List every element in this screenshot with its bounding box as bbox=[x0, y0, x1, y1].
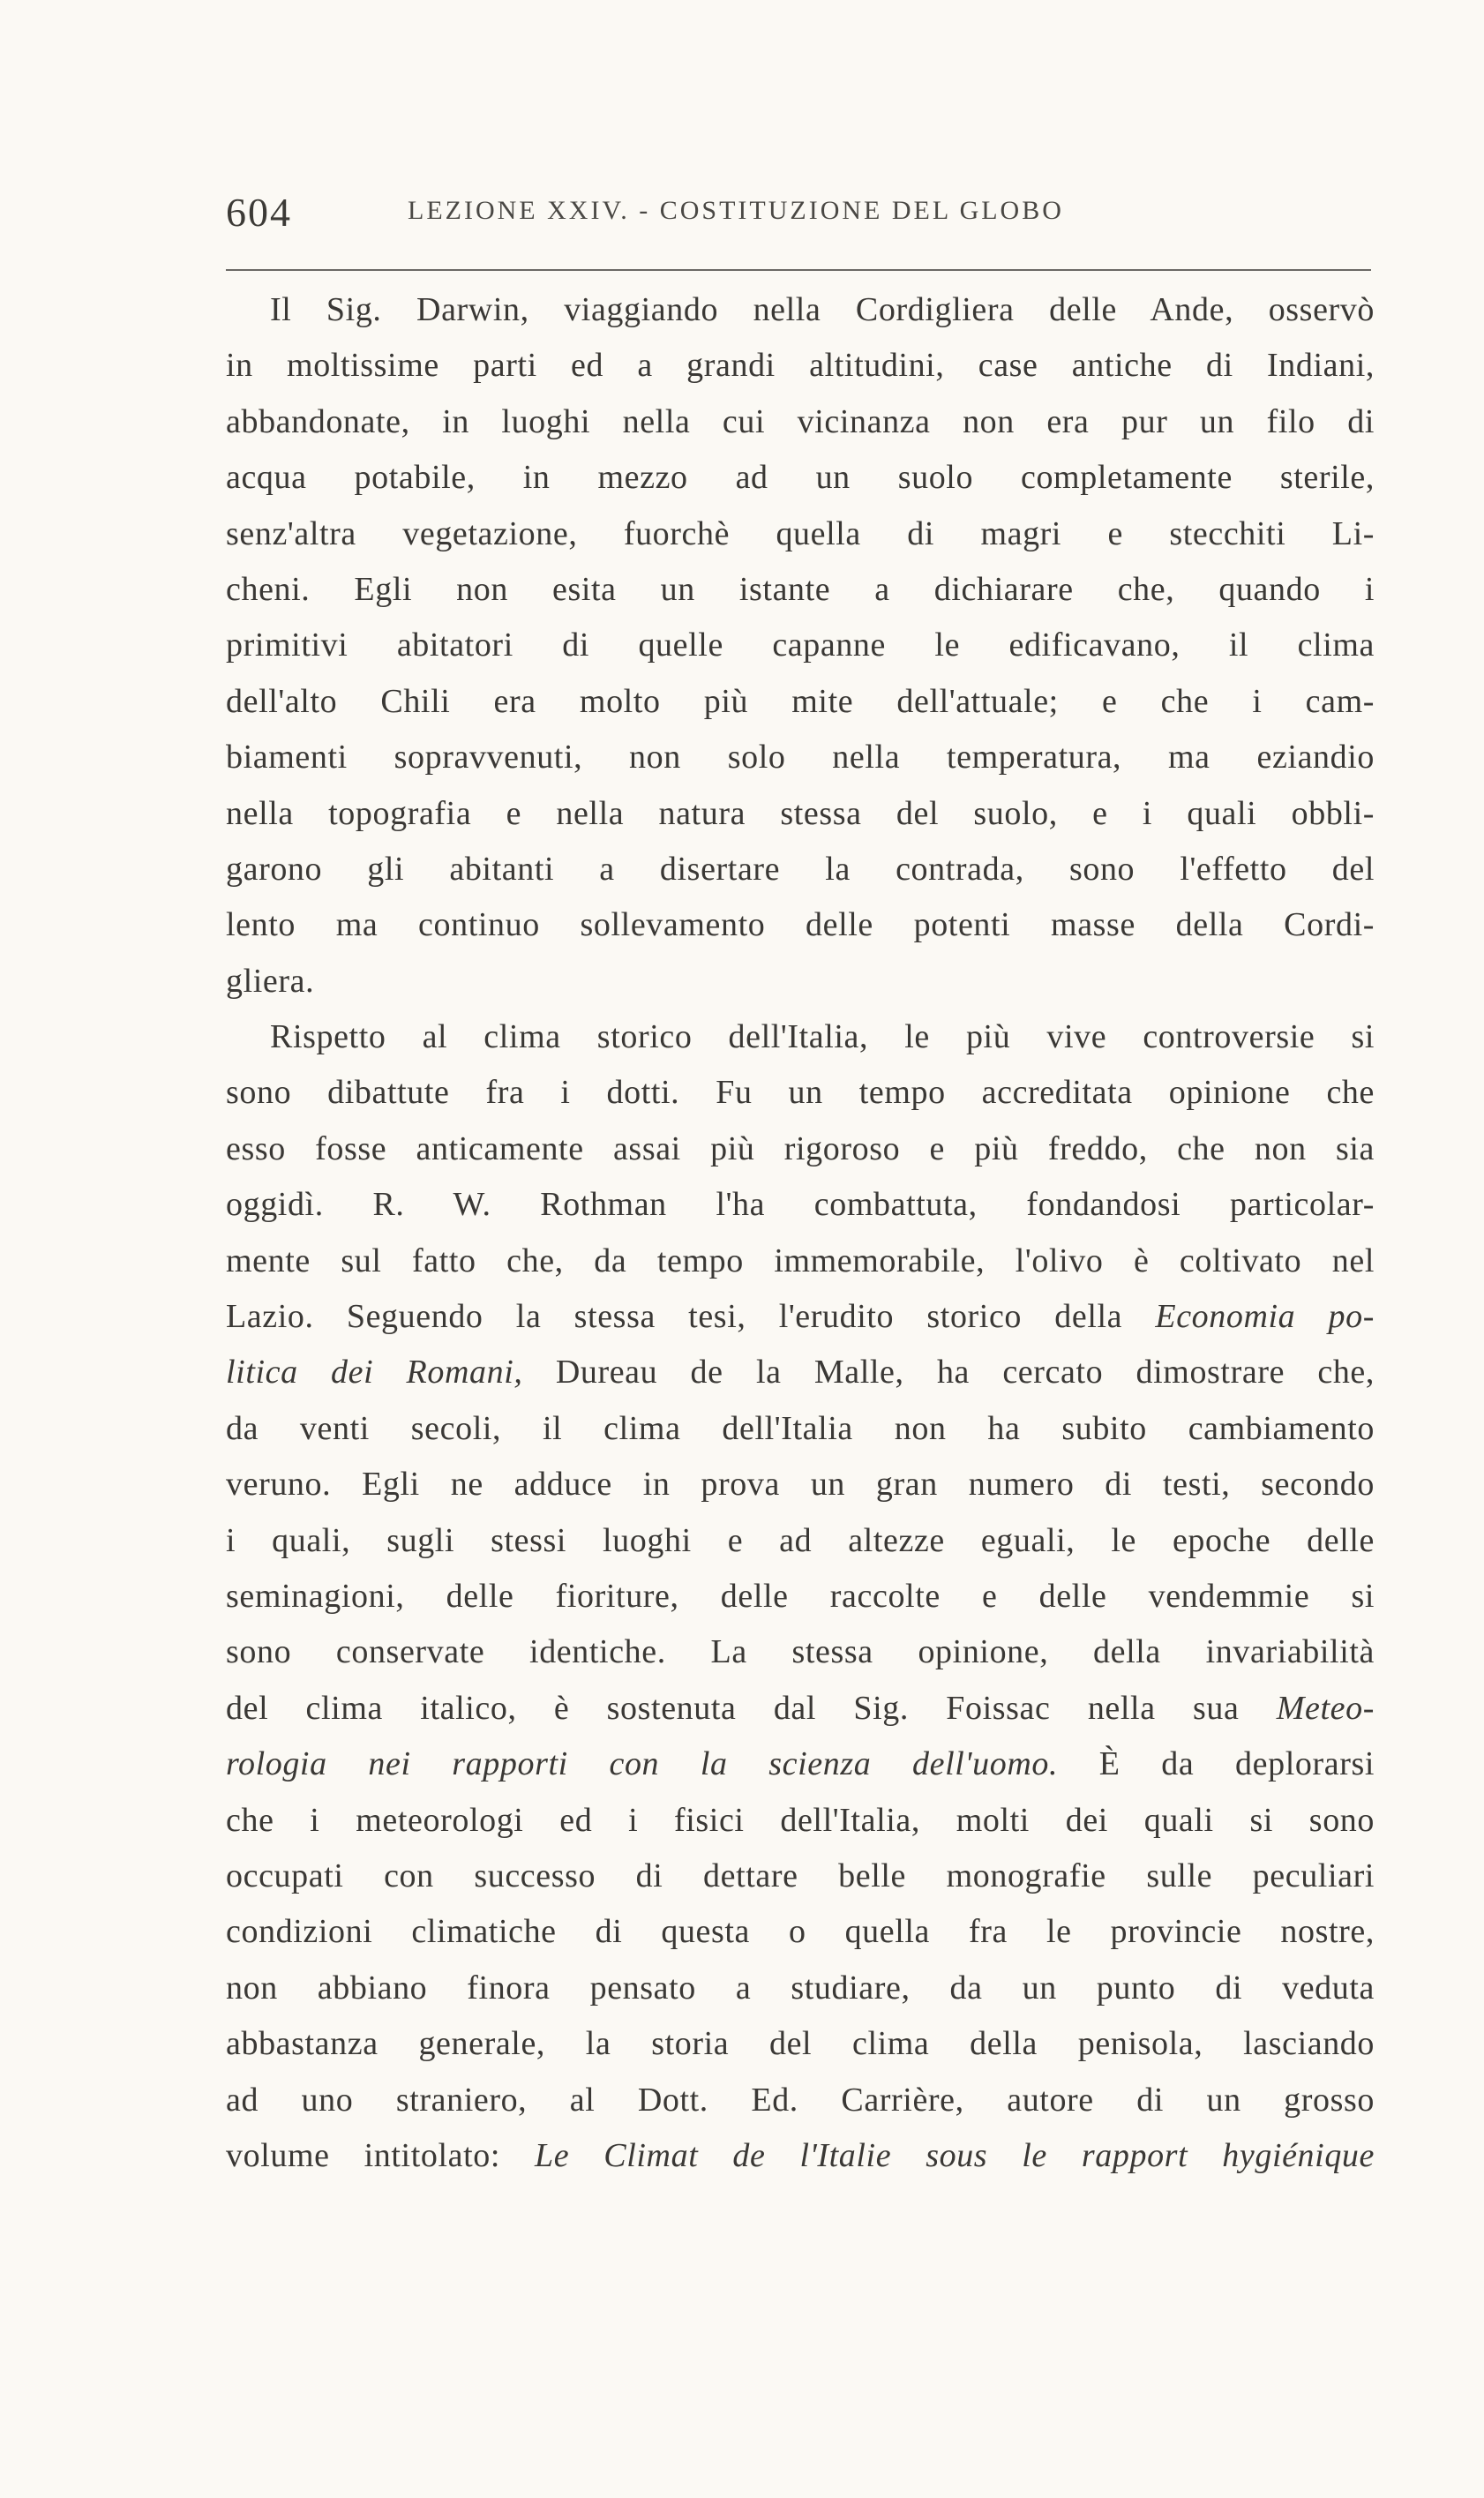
text-line: seminagioni, delle fioriture, delle raccolte e delle vendemmie si bbox=[226, 1577, 1375, 1615]
text-line: esso fosse anticamente assai più rigoroso e più freddo, che non sia bbox=[226, 1129, 1375, 1167]
text-line: abbastanza generale, la storia del clima della penisola, lasciando bbox=[226, 2025, 1375, 2063]
text-line: acqua potabile, in mezzo ad un suolo completamente sterile, bbox=[226, 459, 1375, 497]
text-line: litica dei Romani, Dureau de la Malle, ha cercato dimostrare che, bbox=[226, 1354, 1375, 1392]
text-line: non abbiano finora pensato a studiare, da un punto di veduta bbox=[226, 1969, 1375, 2007]
text-line: primitivi abitatori di quelle capanne le edificavano, il clima bbox=[226, 626, 1375, 664]
text-line: nella topografia e nella natura stessa del suolo, e i quali obbli- bbox=[226, 794, 1375, 832]
italic-title: Le Climat de l'Italie sous le rapport hygiénique bbox=[535, 2136, 1375, 2174]
header-rule bbox=[226, 269, 1371, 271]
text-line: Lazio. Seguendo la stessa tesi, l'erudito storico della Economia po- bbox=[226, 1298, 1375, 1336]
italic-title: Economia po- bbox=[1155, 1298, 1375, 1336]
text-line: lento ma continuo sollevamento delle potenti masse della Cordi- bbox=[226, 906, 1375, 944]
text-line: Il Sig. Darwin, viaggiando nella Cordigliera delle Ande, osservò bbox=[270, 291, 1375, 328]
running-title: LEZIONE XXIV. - COSTITUZIONE DEL GLOBO bbox=[408, 196, 1064, 225]
text-line: sono conservate identiche. La stessa opinione, della invariabilità bbox=[226, 1633, 1375, 1671]
text-line: biamenti sopravvenuti, non solo nella temperatura, ma eziandio bbox=[226, 739, 1375, 776]
text-line: che i meteorologi ed i fisici dell'Italia, molti dei quali si sono bbox=[226, 1801, 1375, 1839]
text-line: mente sul fatto che, da tempo immemorabile, l'olivo è coltivato nel bbox=[226, 1241, 1375, 1279]
italic-title: Meteo- bbox=[1276, 1689, 1375, 1727]
italic-title: litica dei Romani, bbox=[226, 1354, 523, 1392]
text-line: da venti secoli, il clima dell'Italia non ha subito cambiamento bbox=[226, 1409, 1375, 1447]
page-header bbox=[226, 189, 1375, 238]
page-body bbox=[226, 282, 1375, 2184]
text-line: oggidì. R. W. Rothman l'ha combattuta, fondandosi particolar- bbox=[226, 1186, 1375, 1224]
text-line: gliera. bbox=[226, 962, 315, 1000]
text-line: i quali, sugli stessi luoghi e ad altezze eguali, le epoche delle bbox=[226, 1521, 1375, 1559]
text-line: veruno. Egli ne adduce in prova un gran numero di testi, secondo bbox=[226, 1466, 1375, 1504]
text-line: sono dibattute fra i dotti. Fu un tempo accreditata opinione che bbox=[226, 1074, 1375, 1112]
text-line: in moltissime parti ed a grandi altitudini, case antiche di Indiani, bbox=[226, 347, 1375, 385]
text-line: Rispetto al clima storico dell'Italia, le più vive controversie si bbox=[270, 1018, 1375, 1056]
text-line: dell'alto Chili era molto più mite dell'attuale; e che i cam- bbox=[226, 682, 1375, 720]
italic-title: rologia nei rapporti con la scienza dell'uomo. bbox=[226, 1745, 1059, 1783]
text-line: rologia nei rapporti con la scienza dell'uomo. È da deplorarsi bbox=[226, 1745, 1375, 1783]
text-line: condizioni climatiche di questa o quella fra le provincie nostre, bbox=[226, 1913, 1375, 1951]
text-line: senz'altra vegetazione, fuorchè quella di magri e stecchiti Li- bbox=[226, 514, 1375, 552]
text-line: del clima italico, è sostenuta dal Sig. Foissac nella sua Meteo- bbox=[226, 1689, 1375, 1727]
text-line: ad uno straniero, al Dott. Ed. Carrière, autore di un grosso bbox=[226, 2081, 1375, 2119]
text-line: cheni. Egli non esita un istante a dichiarare che, quando i bbox=[226, 570, 1375, 608]
text-line: occupati con successo di dettare belle monografie sulle peculiari bbox=[226, 1857, 1375, 1894]
text-line: abbandonate, in luoghi nella cui vicinanza non era pur un filo di bbox=[226, 402, 1375, 440]
text-line: volume intitolato: Le Climat de l'Italie sous le rapport hygiénique bbox=[226, 2136, 1375, 2174]
page-number: 604 bbox=[226, 190, 292, 235]
text-line: garono gli abitanti a disertare la contrada, sono l'effetto del bbox=[226, 850, 1375, 888]
